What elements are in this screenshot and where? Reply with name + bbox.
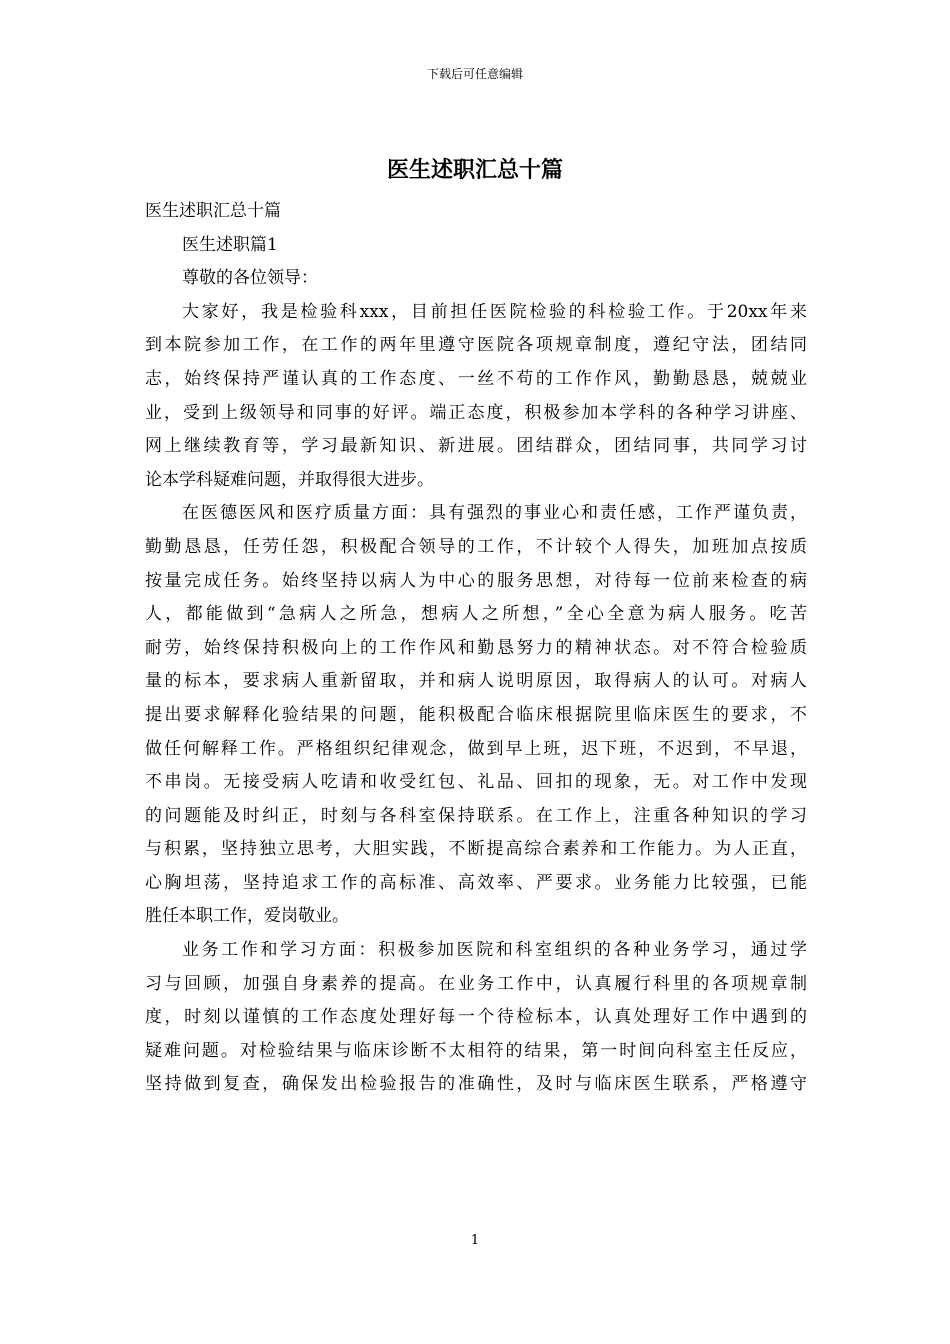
body-line: 到本院参加工作，在工作的两年里遵守医院各项规章制度，遵纪守法，团结同 <box>145 335 807 356</box>
body-line: 度，时刻以谨慎的工作态度处理好每一个待检标本，认真处理好工作中遇到的 <box>145 1007 807 1028</box>
body-line: 按量完成任务。始终坚持以病人为中心的服务思想，对待每一位前来检查的病 <box>145 570 807 591</box>
body-line: 网上继续教育等，学习最新知识、新进展。团结群众，团结同事，共同学习讨 <box>145 436 807 457</box>
body-line: 心胸坦荡，坚持追求工作的高标准、高效率、严要求。业务能力比较强，已能 <box>145 872 807 893</box>
page-number: 1 <box>470 1233 480 1248</box>
body-line: 不串岗。无接受病人吃请和收受红包、礼品、回扣的现象，无。对工作中发现 <box>145 772 807 793</box>
body-line: 大家好，我是检验科xxx，目前担任医院检验的科检验工作。于20xx年来 <box>182 301 807 322</box>
body-line: 业，受到上级领导和同事的好评。端正态度，积极参加本学科的各种学习讲座、 <box>145 402 807 423</box>
body-line: 医生述职篇1 <box>182 234 278 255</box>
body-line: 习与回顾，加强自身素养的提高。在业务工作中，认真履行科里的各项规章制 <box>145 973 807 994</box>
body-line: 的问题能及时纠正，时刻与各科室保持联系。在工作上，注重各种知识的学习 <box>145 805 807 826</box>
body-line: 志，始终保持严谨认真的工作态度、一丝不苟的工作作风，勤勤恳恳，兢兢业 <box>145 368 807 389</box>
body-line: 在医德医风和医疗质量方面：具有强烈的事业心和责任感，工作严谨负责， <box>182 503 807 524</box>
body-line: 量的标本，要求病人重新留取，并和病人说明原因，取得病人的认可。对病人 <box>145 671 807 692</box>
document-body <box>145 195 807 1102</box>
body-line: 提出要求解释化验结果的问题，能积极配合临床根据院里临床医生的要求，不 <box>145 704 807 725</box>
page-header: 下载后可任意编辑 <box>426 67 523 81</box>
body-line: 人，都能做到“急病人之所急，想病人之所想，”全心全意为病人服务。吃苦 <box>145 604 807 625</box>
body-line: 做任何解释工作。严格组织纪律观念，做到早上班，迟下班，不迟到，不早退， <box>145 738 807 759</box>
body-line: 耐劳，始终保持积极向上的工作作风和勤恳努力的精神状态。对不符合检验质 <box>145 637 807 658</box>
body-line: 论本学科疑难问题，并取得很大进步。 <box>145 469 434 490</box>
body-line: 与积累，坚持独立思考，大胆实践，不断提高综合素养和工作能力。为人正直， <box>145 839 807 860</box>
body-line: 医生述职汇总十篇 <box>145 201 281 221</box>
body-line: 尊敬的各位领导： <box>182 268 318 289</box>
body-line: 疑难问题。对检验结果与临床诊断不太相符的结果，第一时间向科室主任反应， <box>145 1040 807 1061</box>
body-line: 业务工作和学习方面：积极参加医院和科室组织的各种业务学习，通过学 <box>182 940 807 961</box>
document-title: 医生述职汇总十篇 <box>386 157 563 183</box>
body-line: 勤勤恳恳，任劳任怨，积极配合领导的工作，不计较个人得失，加班加点按质 <box>145 536 807 557</box>
body-line: 坚持做到复查，确保发出检验报告的准确性，及时与临床医生联系，严格遵守 <box>145 1074 807 1095</box>
body-line: 胜任本职工作，爱岗敬业。 <box>145 906 349 927</box>
